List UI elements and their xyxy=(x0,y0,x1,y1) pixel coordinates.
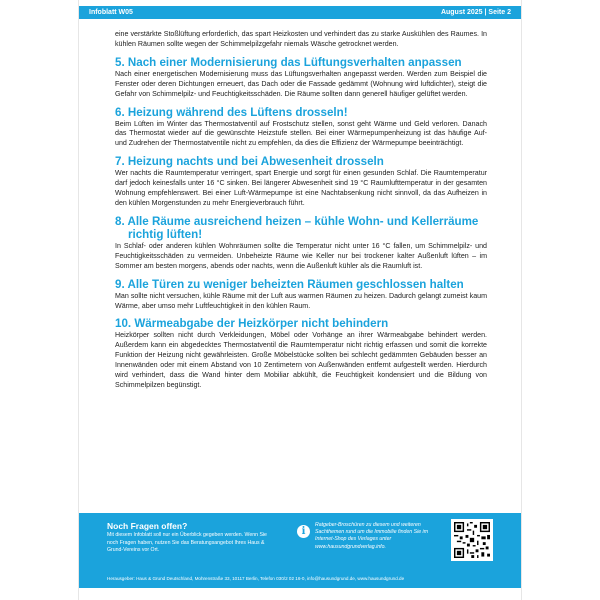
section-6-body: Beim Lüften im Winter das Thermostatventil auf Frostschutz stellen, sonst geht Wärme und Geld verloren. Danach das Thermostat wieder auf die gewünschte Heizstufe stellen. Bei einer Wärmepumpenheizung ist das häufige Auf- und Zudrehen der Thermostatventile nicht zu empfehlen, da dies die Effizienz der Wärmepumpe beeinträchtigt. xyxy=(115,119,487,148)
header-doc-label: Infoblatt W05 xyxy=(89,9,133,16)
section-10-heading: 10. Wärmeabgabe der Heizkörper nicht behindern xyxy=(115,317,389,331)
section-8-body: In Schlaf- oder anderen kühlen Wohnräumen sollte die Temperatur nicht unter 16 °C fallen, um Schimmelpilz- und Feuchtigkeitsschäden zu vermeiden. Unbeheizte Räume wie Keller nur bei trockener kalter Außenluft lüften – im Sommer am besten morgens, abends oder nachts, wenn die Außenluft kühler als die Raumluft ist. xyxy=(115,241,487,270)
qr-code[interactable] xyxy=(451,519,493,561)
footer-title: Noch Fragen offen? xyxy=(107,521,188,531)
section-8-heading: 8. Alle Räume ausreichend heizen – kühle Wohn- und Kellerräume richtig lüften! xyxy=(115,214,479,241)
footer-publisher: Herausgeber: Haus & Grund Deutschland, Mohrenstraße 33, 10117 Berlin, Telefon 030/2 02 16-0, info@hausundgrund.de, www.hausundgrund.de xyxy=(107,576,405,581)
section-7-body: Wer nachts die Raumtemperatur verringert, spart Energie und sorgt für einen gesunden Schlaf. Die Raumtemperatur darf jedoch keinesfalls unter 16 °C sinken. Bei längerer Abwesenheit sind 19 °C Raumlufttemperatur in der gesamten Wohnung empfehlenswert. Bei einer Luft-Wärmepumpe ist eine Nachtabsenkung nicht sinnvoll, da das Aufheizen in den kühlen Morgenstunden zu mehr Energieverbrauch führt. xyxy=(115,169,487,207)
section-6-heading: 6. Heizung während des Lüftens drosseln! xyxy=(115,105,348,119)
info-icon: i xyxy=(297,525,310,538)
section-7-heading: 7. Heizung nachts und bei Abwesenheit drosseln xyxy=(115,155,384,169)
section-10-body: Heizkörper sollten nicht durch Verkleidungen, Möbel oder Vorhänge an ihrer Wärmeabgabe behindert werden. Außerdem kann ein abgedecktes Thermostatventil die Raumtemperatur nicht richtig erfassen und somit die korrekte Funktion der Heizung nicht gewährleisten. Große Möbelstücke sollten bei schlecht gedämmten Gebäuden besser an Innenwänden oder mit einem Abstand von 10 Zentimetern von Außenwänden entfernt aufgestellt werden. Hierdurch wird verhindert, dass die Wand hinter dem Mobiliar abkühlt, die Feuchtigkeit kondensiert und die Bildung von Schimmelpilzen begünstigt. xyxy=(115,331,487,389)
header-date-page: August 2025 | Seite 2 xyxy=(440,9,511,16)
main-content xyxy=(115,30,487,391)
footer-shop-text: Ratgeber-Broschüren zu diesem und weiteren Sachthemen rund um die Immobilie finden Sie im Internet-Shop des Verlages unter www.hausundgrundverlag.info. xyxy=(315,522,429,550)
intro-paragraph: eine verstärkte Stoßlüftung erforderlich, das spart Heizkosten und verhindert das zu starke Auskühlen des Raumes. In kühlen Räumen sollte wegen der Schimmelpilzgefahr niemals Wäsche getrocknet werden. xyxy=(115,30,487,48)
section-9-body: Man sollte nicht versuchen, kühle Räume mit der Luft aus warmen Räumen zu heizen. Dadurch gelangt zumeist kaum Wärme, aber umso mehr Luftfeuchtigkeit in den kühlen Raum. xyxy=(115,291,487,310)
page-header xyxy=(79,6,521,19)
section-5-heading: 5. Nach einer Modernisierung das Lüftungsverhalten anpassen xyxy=(115,55,462,69)
section-5-body: Nach einer energetischen Modernisierung muss das Lüftungsverhalten angepasst werden. Werden zum Beispiel die Fenster oder deren Dichtungen erneuert, das Dach oder die Fassade gedämmt (Wohnung wird luftdichter), steigt die Gefahr von Schimmelpilz- und Feuchtigkeitsschäden. Die Räume sollten dann generell häufiger gelüftet werden. xyxy=(115,69,487,98)
qr-code-icon xyxy=(454,522,490,558)
footer-text: Mit diesem Infoblatt soll nur ein Überblick gegeben werden. Wenn Sie noch Fragen haben, nutzen Sie das Beratungsangebot Ihres Haus & Grund-Vereins vor Ort. xyxy=(107,532,267,553)
section-9-heading: 9. Alle Türen zu weniger beheizten Räumen geschlossen halten xyxy=(115,277,464,291)
footer-box xyxy=(79,513,521,588)
